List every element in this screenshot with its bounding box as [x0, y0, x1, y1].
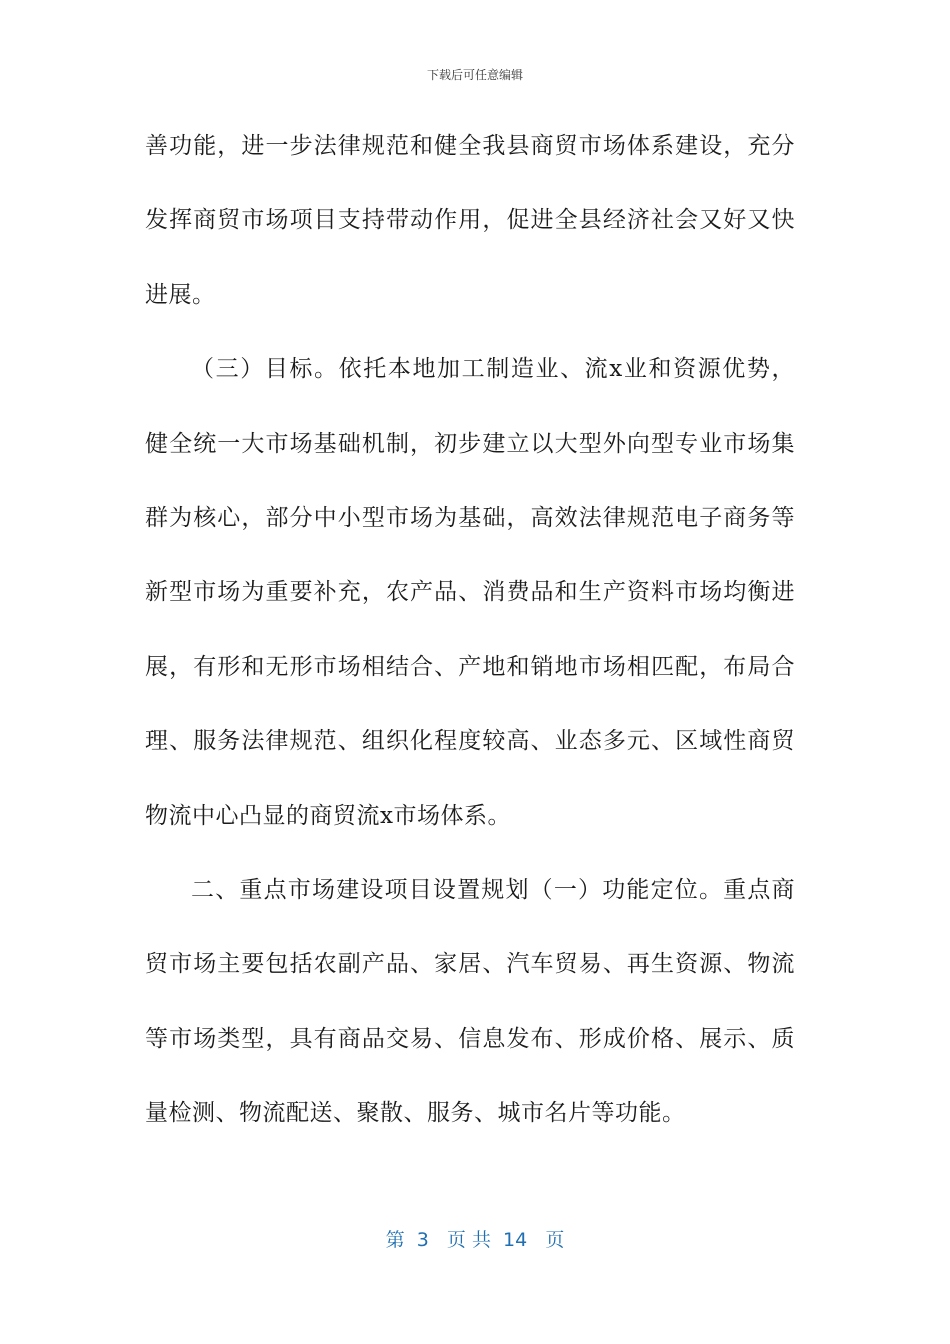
page-number: 第 3 页 共 14 页 [385, 1229, 565, 1251]
paragraph-line: 群为核心，部分中小型市场为基础，高效法律规范电子商务等 [145, 504, 795, 531]
paragraph-line: 健全统一大市场基础机制，初步建立以大型外向型专业市场集 [145, 430, 795, 457]
paragraph-line: 物流中心凸显的商贸流x市场体系。 [145, 802, 511, 829]
paragraph-line: 发挥商贸市场项目支持带动作用，促进全县经济社会又好又快 [145, 207, 795, 234]
paragraph-line: 理、服务法律规范、组织化程度较高、业态多元、区域性商贸 [145, 728, 795, 755]
document-body [145, 116, 795, 1157]
paragraph-line: （三）目标。依托本地加工制造业、流x业和资源优势， [191, 356, 795, 383]
paragraph-line: 新型市场为重要补充，农产品、消费品和生产资料市场均衡进 [145, 579, 795, 606]
paragraph-line: 等市场类型，具有商品交易、信息发布、形成价格、展示、质 [145, 1025, 795, 1052]
paragraph-line: 二、重点市场建设项目设置规划（一）功能定位。重点商 [191, 876, 795, 903]
paragraph-line: 贸市场主要包括农副产品、家居、汽车贸易、再生资源、物流 [145, 951, 795, 978]
paragraph-line: 进展。 [145, 281, 216, 308]
page-header-note: 下载后可任意编辑 [426, 68, 523, 82]
paragraph-line: 善功能，进一步法律规范和健全我县商贸市场体系建设，充分 [145, 133, 795, 159]
paragraph-line: 量检测、物流配送、聚散、服务、城市名片等功能。 [145, 1100, 686, 1127]
paragraph-line: 展，有形和无形市场相结合、产地和销地市场相匹配，布局合 [145, 653, 795, 680]
